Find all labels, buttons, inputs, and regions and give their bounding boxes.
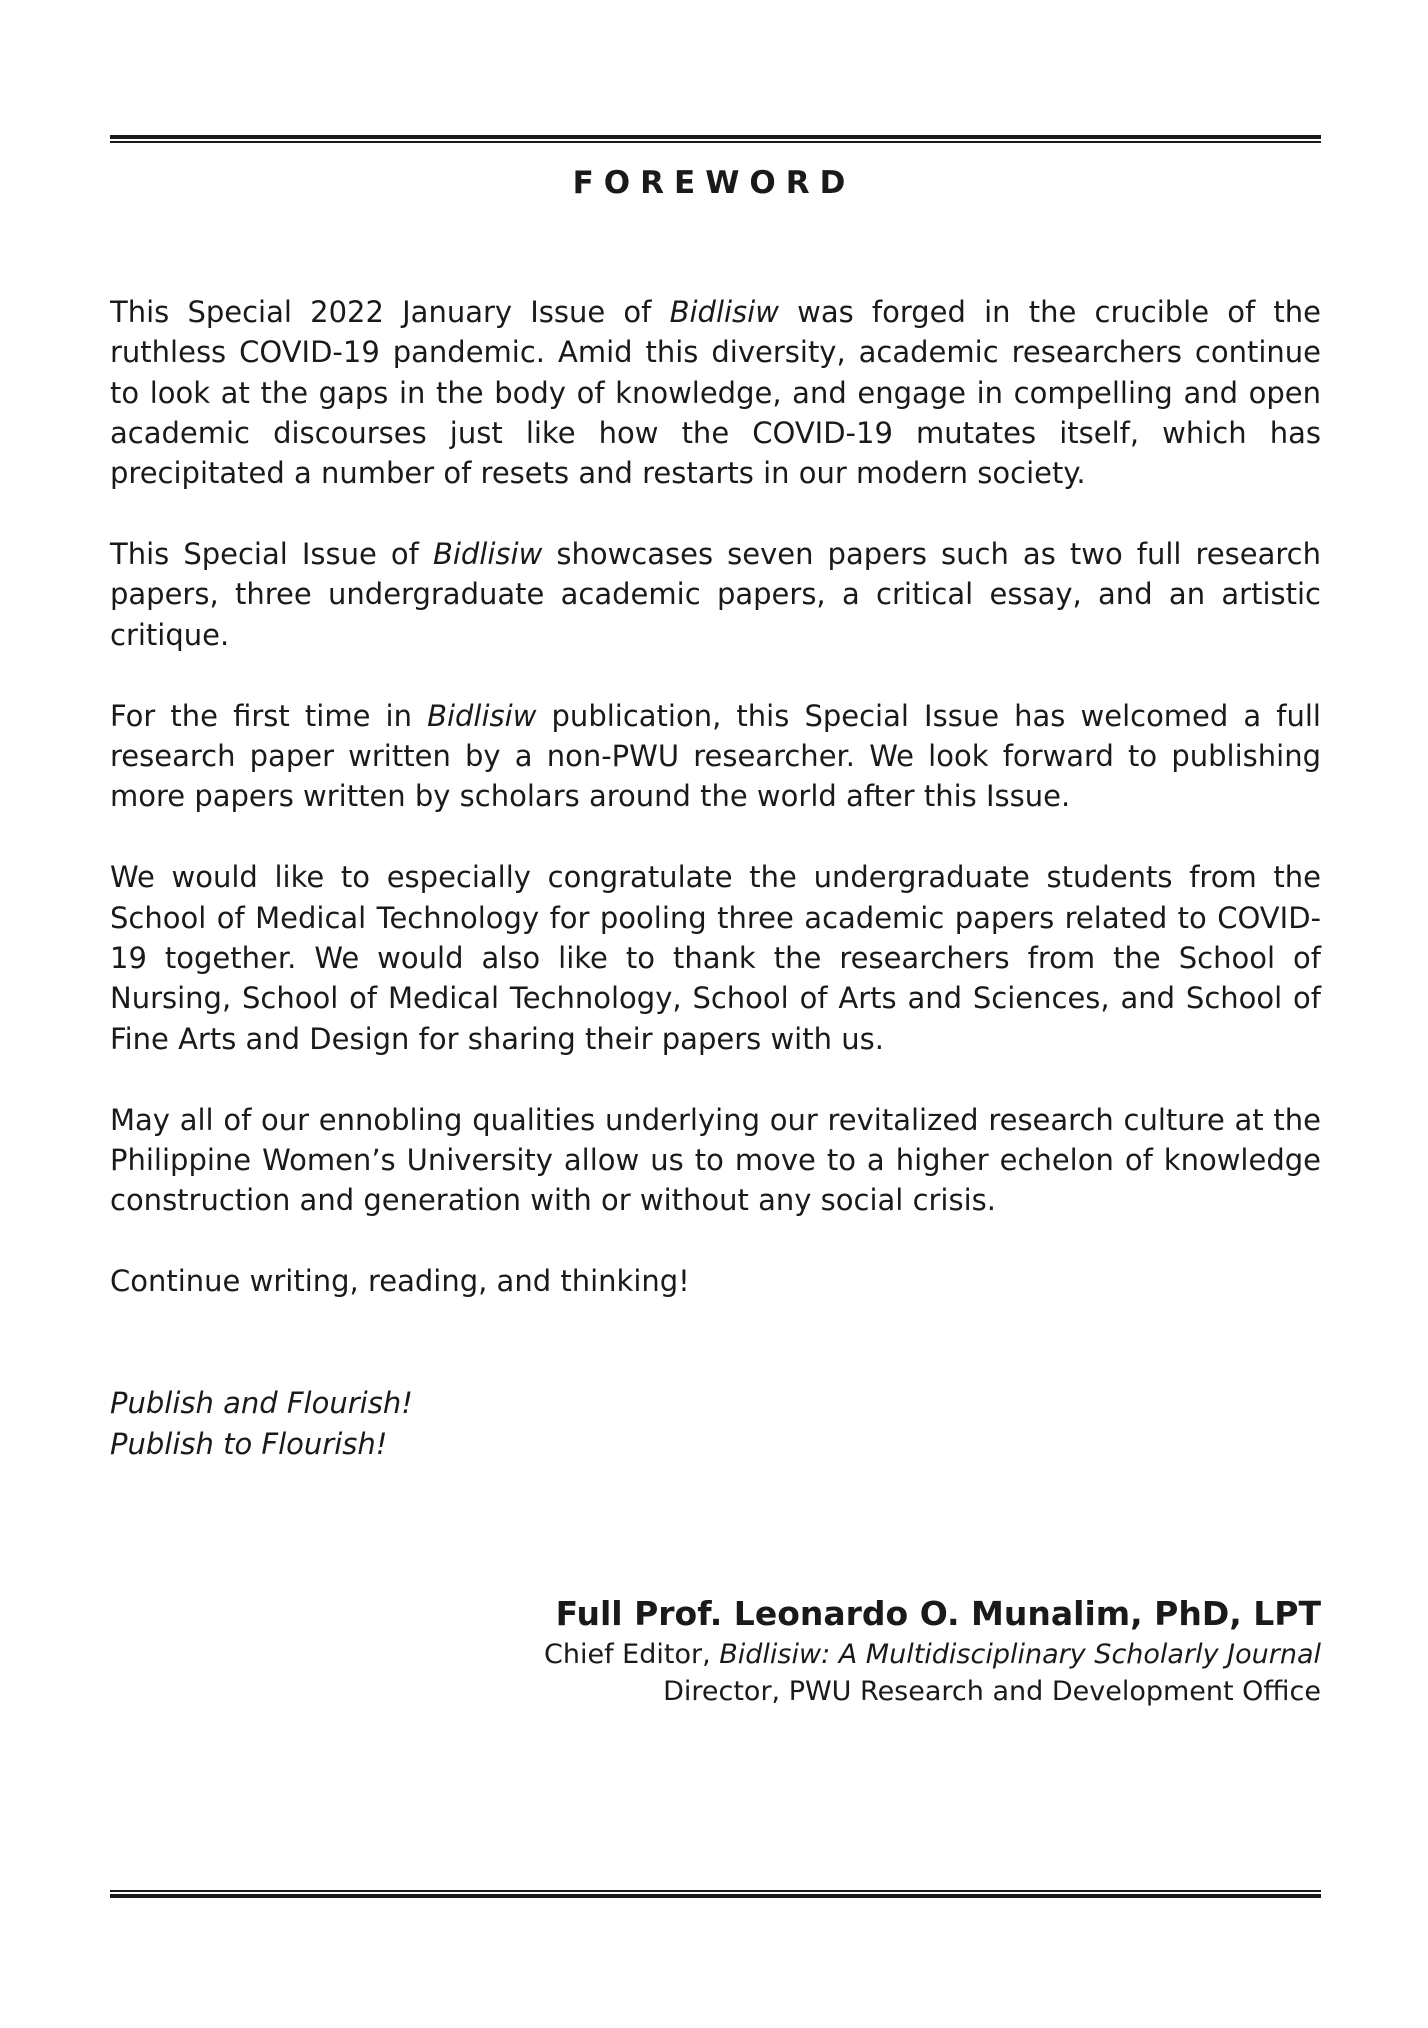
closing-line-2: Publish to Flourish! (110, 1426, 388, 1461)
signatory-role-editor: Chief Editor, Bidlisiw: A Multidisciplinary Scholarly Journal (544, 1639, 1321, 1670)
signature-block (421, 1592, 1321, 1710)
closing-line-1: Publish and Flourish! (110, 1386, 413, 1420)
paragraph-first-external: For the first time in Bidlisiw publication, this Special Issue has welcomed a full research paper written by a non-PWU researcher. We look forward to publishing more papers written by scholars around the world after this Issue. (110, 698, 1321, 814)
top-rule-thick-line (110, 135, 1321, 139)
top-double-rule (110, 135, 1321, 144)
bottom-rule-thin-line (110, 1890, 1321, 1892)
paragraph-contents: This Special Issue of Bidlisiw showcases seven papers such as two full research papers, three undergraduate academic papers, a critical essay, and an artistic critique. (110, 537, 1321, 652)
paragraph-intro: This Special 2022 January Issue of Bidlisiw was forged in the crucible of the ruthless COVID-19 pandemic. Amid this diversity, academic researchers continue to look at the gaps in the body of knowledge, and engage in compelling and open academic discourses just like how the COVID-19 mutates itself, which has precipitated a number of resets and restarts in our modern society. (110, 295, 1322, 491)
signatory-role-director: Director, PWU Research and Development Office (663, 1676, 1321, 1707)
bottom-double-rule (110, 1890, 1321, 1899)
journal-name: Bidlisiw (669, 295, 779, 329)
paragraph-sign-off: Continue writing, reading, and thinking! (110, 1264, 690, 1299)
journal-name: Bidlisiw (432, 537, 543, 572)
page-title: FOREWORD (572, 165, 856, 201)
foreword-body (110, 292, 1321, 1301)
journal-name: Bidlisiw (427, 698, 537, 733)
bottom-rule-thick-line (110, 1894, 1321, 1898)
paragraph-congratulations: We would like to especially congratulate the undergraduate students from the School of Medical Technology for pooling three academic papers related to COVID-19 together. We would also like to thank the researchers from the School of Nursing, School of Medical Technology, School of Arts and Sciences, and School of Fine Arts and Design for sharing their papers with us. (110, 860, 1321, 1056)
journal-full-title: Bidlisiw: A Multidisciplinary Scholarly Journal (719, 1639, 1321, 1670)
paragraph-research-culture: May all of our ennobling qualities underlying our revitalized research culture at the Philippine Women’s University allow us to move to a higher echelon of knowledge construction and generation with or without any social crisis. (110, 1102, 1321, 1218)
top-rule-thin-line (110, 141, 1321, 143)
closing-motto (110, 1383, 413, 1464)
signatory-name: Full Prof. Leonardo O. Munalim, PhD, LPT (555, 1594, 1321, 1633)
